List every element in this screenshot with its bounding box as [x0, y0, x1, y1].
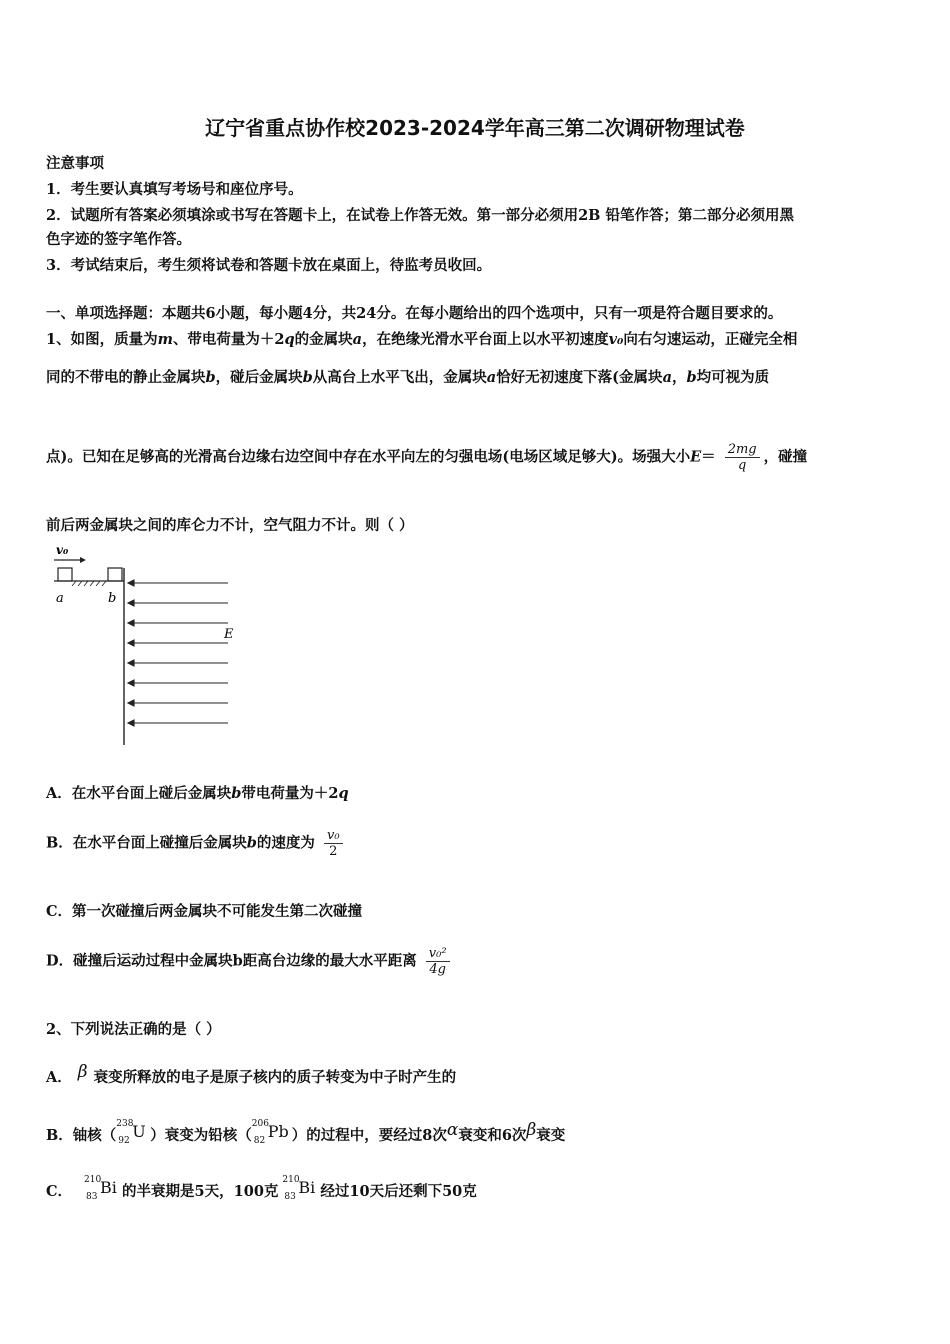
notice-item-2: 2．试题所有答案必须填涂或书写在答题卡上，在试卷上作答无效。第一部分必须用2B 铅笔作答；第二部分必须用黑	[46, 207, 794, 224]
atomic-number: 82	[253, 1136, 266, 1146]
element-symbol: Bi	[298, 1178, 316, 1197]
option-label: A．	[46, 1069, 72, 1086]
q1-option-c[interactable]: C．第一次碰撞后两金属块不可能发生第二次碰撞	[46, 903, 363, 920]
q1-text: ，	[671, 369, 687, 386]
fraction-denominator: 2	[329, 844, 338, 859]
mass-number: 238	[116, 1119, 134, 1129]
q2-option-b[interactable]	[46, 1120, 565, 1147]
q1-var-q: q	[284, 331, 295, 348]
q1-text: ，碰后金属块	[215, 369, 303, 386]
q1-var-a: a	[486, 369, 497, 386]
q2-option-c[interactable]	[46, 1175, 477, 1203]
q1-text: 同的不带电的静止金属块	[46, 369, 206, 386]
fraction-numerator: v₀	[324, 828, 343, 844]
velocity-arrowhead	[80, 557, 86, 563]
q1-var-v0: v₀	[608, 331, 624, 348]
option-text: D．碰撞后运动过程中金属块b距高台边缘的最大水平距离	[46, 952, 417, 970]
q1-var-b: b	[246, 834, 257, 852]
option-text: 衰变所释放的电子是原子核内的质子转变为中子时产生的	[93, 1069, 457, 1086]
element-symbol: Bi	[100, 1178, 117, 1197]
mass-number: 210	[84, 1175, 102, 1185]
option-text: A．在水平台面上碰后金属块	[46, 785, 232, 802]
distance-fraction	[426, 946, 450, 977]
page-title: 辽宁省重点协作校2023-2024学年高三第二次调研物理试卷	[205, 116, 745, 140]
speed-fraction	[324, 828, 343, 859]
q1-text: ，碰撞	[763, 448, 808, 466]
q1-text: 从高台上水平飞出，金属块	[312, 369, 487, 386]
figure-label-a: a	[56, 591, 64, 606]
field-fraction	[725, 442, 760, 473]
atomic-number: 83	[86, 1192, 98, 1202]
q2-option-a[interactable]	[46, 1062, 456, 1087]
q1-text: ，在绝缘光滑水平台面上以水平初速度	[362, 331, 609, 348]
fraction-denominator: q	[738, 458, 747, 473]
notice-item-3: 3．考试结束后，考生须将试卷和答题卡放在桌面上，待监考员收回。	[46, 257, 492, 274]
option-text: B．在水平台面上碰撞后金属块	[46, 834, 247, 852]
figure-label-v0: v₀	[56, 543, 69, 557]
q1-option-a[interactable]	[46, 782, 349, 803]
beta-symbol: β	[77, 1062, 88, 1082]
q1-var-b: b	[302, 369, 313, 386]
notice-item-1: 1．考生要认真填写考场号和座位序号。	[46, 181, 303, 198]
q2-stem: 2、下列说法正确的是（ ）	[46, 1021, 221, 1038]
figure-label-E: E	[224, 627, 234, 642]
lead-nuclide	[251, 1119, 292, 1147]
q1-text: 1、如图，质量为	[46, 331, 158, 348]
notice-heading: 注意事项	[46, 155, 104, 172]
q1-text: 均可视为质	[696, 369, 770, 386]
option-text: 衰变和6次	[458, 1127, 527, 1144]
q1-var-b: b	[686, 369, 697, 386]
q1-option-b[interactable]	[46, 828, 343, 859]
option-label: B．铀核（	[46, 1127, 117, 1144]
q1-var-a: a	[352, 331, 363, 348]
q1-figure	[46, 540, 246, 750]
option-text: 带电荷量为＋2	[241, 785, 339, 802]
fraction-denominator: 4g	[429, 962, 446, 977]
mass-number: 210	[282, 1175, 300, 1185]
field-lines	[128, 580, 228, 726]
q1-line1	[46, 328, 797, 349]
block-b	[108, 568, 122, 581]
option-text: ）衰变为铅核（	[150, 1127, 252, 1144]
q1-line2	[46, 366, 769, 387]
element-symbol: U	[132, 1122, 146, 1141]
option-text: 的速度为	[256, 834, 315, 852]
q1-text: 、带电荷量为＋2	[172, 331, 285, 348]
notice-item-2-cont: 色字迹的签字笔作答。	[46, 231, 191, 248]
fraction-numerator: 2mg	[725, 442, 760, 458]
q1-text: 恰好无初速度下落(金属块	[496, 369, 663, 386]
q1-line3	[46, 442, 807, 473]
option-text: ）的过程中，要经过8次	[291, 1127, 447, 1144]
q1-text: 的金属块	[294, 331, 353, 348]
q1-text: 向右匀速运动，正碰完全相	[623, 331, 798, 348]
option-text: 的半衰期是5天，100克	[122, 1183, 279, 1200]
figure-label-b: b	[108, 591, 117, 606]
block-a	[58, 568, 72, 581]
fraction-numerator: v₀²	[426, 946, 450, 962]
q1-line4: 前后两金属块之间的库仑力不计，空气阻力不计。则（ ）	[46, 517, 414, 534]
element-symbol: Pb	[267, 1122, 289, 1141]
option-text: 衰变	[536, 1127, 566, 1144]
bismuth-nuclide	[84, 1175, 122, 1203]
q1-var-b: b	[231, 785, 242, 802]
beta-symbol: β	[526, 1120, 537, 1140]
uranium-nuclide	[116, 1119, 150, 1147]
bismuth-nuclide	[282, 1175, 320, 1203]
option-text: 经过10天后还剩下50克	[320, 1183, 477, 1200]
alpha-symbol: α	[446, 1120, 459, 1140]
q1-option-d[interactable]	[46, 946, 450, 977]
option-label: C．	[46, 1183, 73, 1200]
q1-var-a: a	[662, 369, 672, 386]
mass-number: 206	[251, 1119, 269, 1129]
atomic-number: 83	[284, 1192, 296, 1202]
atomic-number: 92	[118, 1136, 130, 1146]
q1-var-q: q	[338, 785, 349, 802]
q1-var-E: E	[690, 448, 702, 466]
q1-var-m: m	[157, 331, 173, 348]
section1-heading: 一、单项选择题：本题共6小题，每小题4分，共24分。在每小题给出的四个选项中，只有一项是符合题目要求的。	[46, 305, 783, 322]
q1-text: 点)。已知在足够高的光滑高台边缘右边空间中存在水平向左的匀强电场(电场区域足够大)。场强大小	[46, 448, 691, 466]
platform-hatching	[72, 581, 106, 586]
q1-text: ＝	[701, 448, 716, 466]
q1-var-b: b	[205, 369, 216, 386]
